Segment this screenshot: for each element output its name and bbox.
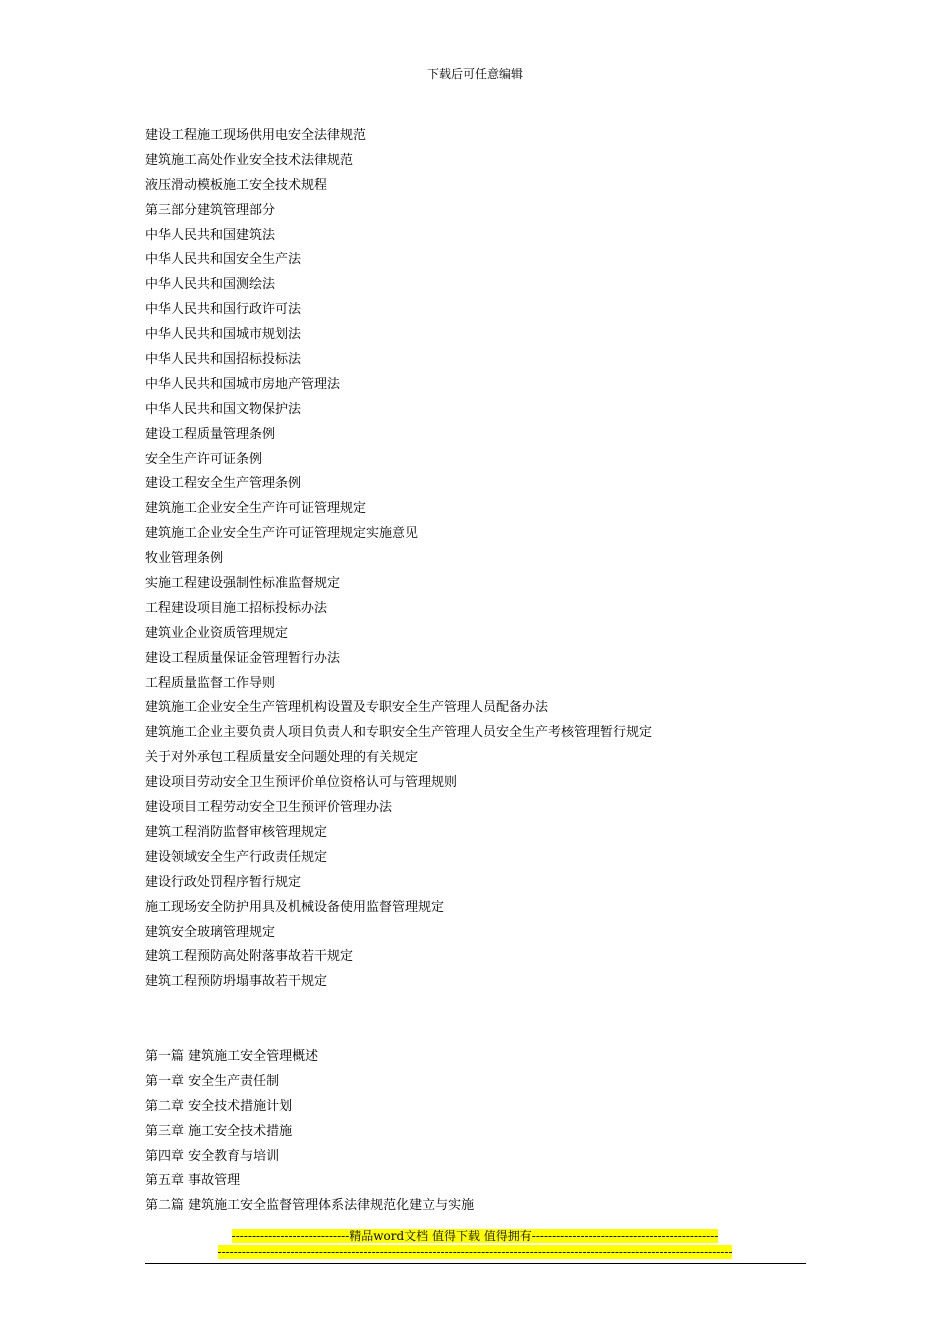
document-line: 建设项目工程劳动安全卫生预评价管理办法 xyxy=(145,800,393,816)
footer-banner-line-2 xyxy=(0,1245,950,1260)
document-line: 第三章 施工安全技术措施 xyxy=(145,1123,293,1139)
document-line: 中华人民共和国安全生产法 xyxy=(145,252,302,268)
document-line: 建筑工程消防监督审核管理规定 xyxy=(145,824,328,840)
document-line: 第五章 事故管理 xyxy=(145,1173,241,1189)
document-line: 安全生产许可证条例 xyxy=(145,451,263,467)
document-line: 建筑施工企业主要负责人项目负责人和专职安全生产管理人员安全生产考核管理暂行规定 xyxy=(145,725,653,741)
document-line: 第二篇 建筑施工安全监督管理体系法律规范化建立与实施 xyxy=(145,1198,475,1214)
document-line: 牧业管理条例 xyxy=(145,551,224,567)
document-line: 建设工程质量管理条例 xyxy=(145,426,276,442)
document-line: 关于对外承包工程质量安全问题处理的有关规定 xyxy=(145,750,419,766)
document-line: 中华人民共和国城市房地产管理法 xyxy=(145,376,341,392)
document-line: 建设领域安全生产行政责任规定 xyxy=(145,849,328,865)
document-line: 建筑施工企业安全生产许可证管理规定 xyxy=(145,501,367,517)
document-line: 建筑业企业资质管理规定 xyxy=(145,625,289,641)
document-line: 建筑安全玻璃管理规定 xyxy=(145,924,276,940)
document-line: 建设工程安全生产管理条例 xyxy=(145,476,302,492)
document-line: 第一篇 建筑施工安全管理概述 xyxy=(145,1049,319,1064)
footer-banner-text-2: ------------------------------------------------------------------------------------------------------------------------------- xyxy=(217,1245,733,1259)
document-line: 中华人民共和国招标投标法 xyxy=(145,352,302,368)
document-line: 中华人民共和国城市规划法 xyxy=(145,327,302,343)
document-line: 工程建设项目施工招标投标办法 xyxy=(145,600,328,616)
document-line: 实施工程建设强制性标准监督规定 xyxy=(145,576,341,592)
document-line: 建设行政处罚程序暂行规定 xyxy=(145,874,302,890)
document-line: 第三部分建筑管理部分 xyxy=(145,202,276,218)
footer-banner-text-1: -----------------------------精品word文档 值得下载 值得拥有---------------------------------------------- xyxy=(231,1229,719,1243)
document-line: 施工现场安全防护用具及机械设备使用监督管理规定 xyxy=(145,899,445,915)
document-line: 建筑施工高处作业安全技术法律规范 xyxy=(145,152,354,168)
document-line: 第一章 安全生产责任制 xyxy=(145,1073,280,1089)
document-line: 建设工程施工现场供用电安全法律规范 xyxy=(145,128,367,143)
document-line: 建设项目劳动安全卫生预评价单位资格认可与管理规则 xyxy=(145,775,458,791)
document-line: 中华人民共和国行政许可法 xyxy=(145,302,302,318)
document-list-bottom xyxy=(145,1045,805,1219)
document-list-top xyxy=(145,124,805,995)
footer-banner-line-1 xyxy=(0,1229,950,1244)
document-line: 工程质量监督工作导则 xyxy=(145,675,276,691)
document-line: 建设工程质量保证金管理暂行办法 xyxy=(145,650,341,666)
document-line: 建筑工程预防高处附落事故若干规定 xyxy=(145,949,354,965)
document-line: 第二章 安全技术措施计划 xyxy=(145,1098,293,1114)
document-line: 中华人民共和国测绘法 xyxy=(145,277,276,293)
document-line: 建筑工程预防坍塌事故若干规定 xyxy=(145,974,328,990)
document-line: 中华人民共和国文物保护法 xyxy=(145,401,302,417)
document-line: 液压滑动模板施工安全技术规程 xyxy=(145,177,328,193)
footer-rule xyxy=(145,1263,806,1264)
document-line: 建筑施工企业安全生产许可证管理规定实施意见 xyxy=(145,526,419,542)
document-line: 建筑施工企业安全生产管理机构设置及专职安全生产管理人员配备办法 xyxy=(145,700,549,716)
document-line: 中华人民共和国建筑法 xyxy=(145,227,276,243)
page-header: 下载后可任意编辑 xyxy=(426,67,523,81)
document-line: 第四章 安全教育与培训 xyxy=(145,1148,280,1164)
